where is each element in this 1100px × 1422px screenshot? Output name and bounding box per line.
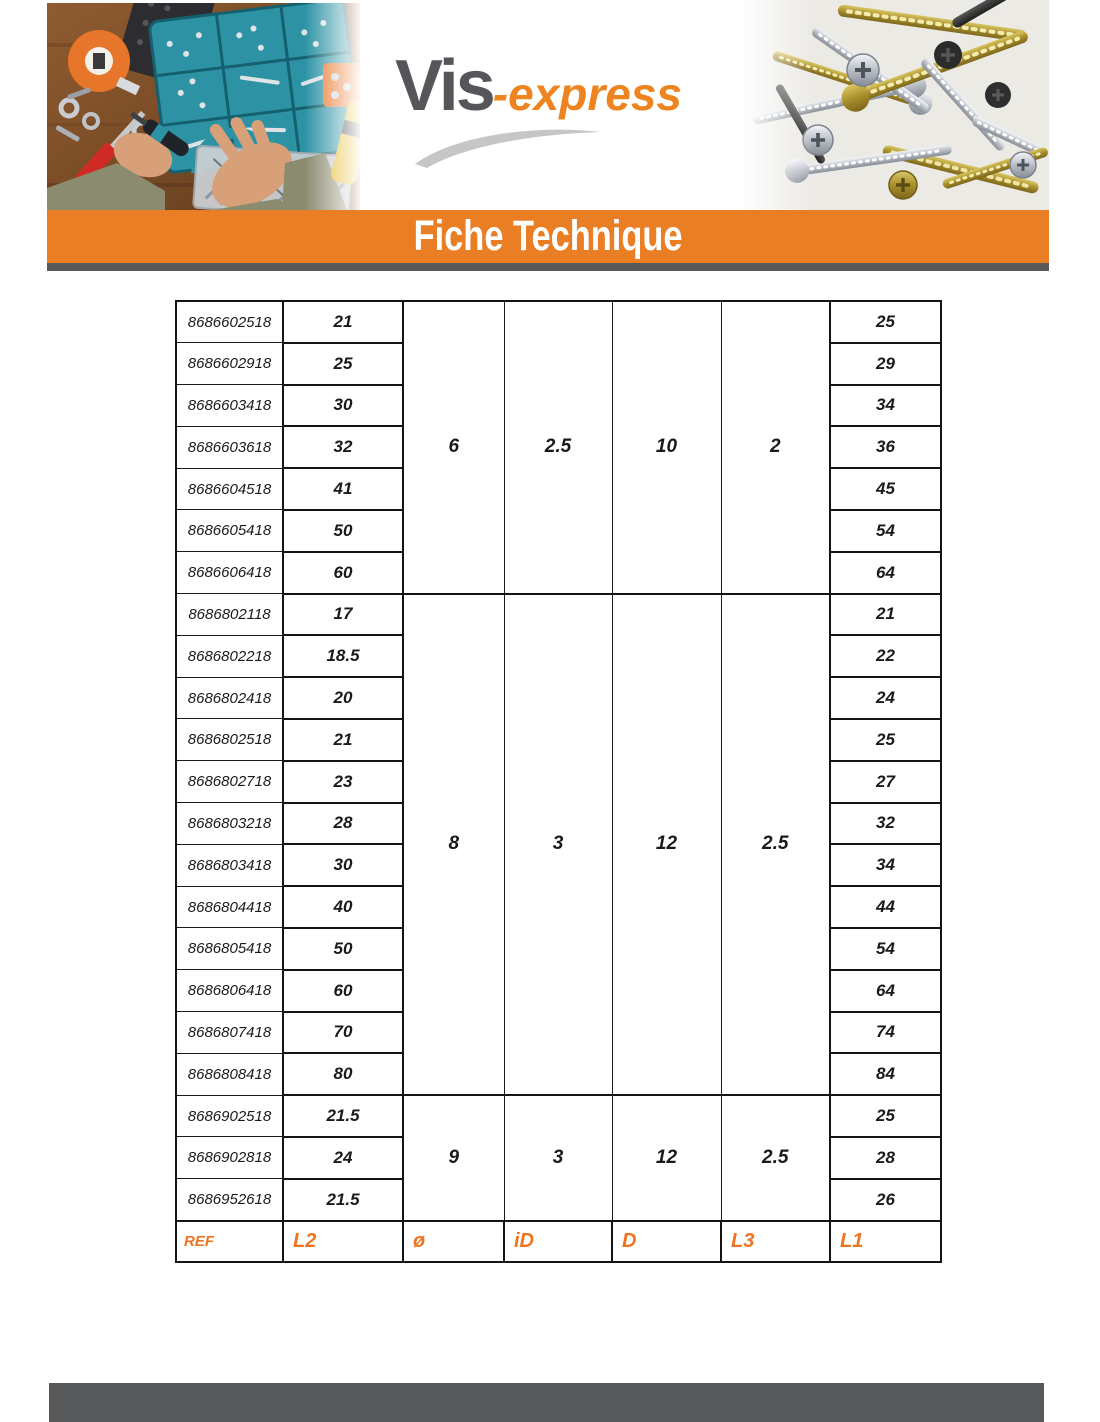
l2-cell: 28 [283, 803, 403, 845]
l2-cell: 32 [283, 426, 403, 468]
column-label-l3: L3 [721, 1221, 830, 1263]
l1-cell: 54 [830, 510, 941, 552]
ref-cell: 8686802518 [176, 719, 283, 761]
id-merged-cell: 3 [504, 1095, 612, 1220]
l1-cell: 84 [830, 1053, 941, 1095]
l2-cell: 40 [283, 886, 403, 928]
spec-row [176, 594, 941, 636]
ref-cell: 8686807418 [176, 1012, 283, 1054]
ref-cell: 8686802718 [176, 761, 283, 803]
l1-cell: 32 [830, 803, 941, 845]
banner-underline [47, 263, 1049, 271]
ref-cell: 8686806418 [176, 970, 283, 1012]
l2-cell: 30 [283, 844, 403, 886]
ref-cell: 8686802118 [176, 594, 283, 636]
ref-cell: 8686802218 [176, 635, 283, 677]
column-labels-row [176, 1221, 941, 1263]
l2-cell: 60 [283, 552, 403, 594]
ref-cell: 8686604518 [176, 468, 283, 510]
ref-cell: 8686606418 [176, 552, 283, 594]
l2-cell: 23 [283, 761, 403, 803]
l1-cell: 44 [830, 886, 941, 928]
workbench-photo [47, 3, 360, 210]
l1-cell: 36 [830, 426, 941, 468]
logo-swoosh-icon [413, 128, 603, 168]
column-label-d: D [612, 1221, 721, 1263]
l3-merged-cell: 2 [721, 301, 830, 594]
phi-merged-cell: 6 [403, 301, 504, 594]
l1-cell: 27 [830, 761, 941, 803]
spec-row [176, 1095, 941, 1137]
l2-cell: 20 [283, 677, 403, 719]
column-label-l2: L2 [283, 1221, 403, 1263]
page-title: Fiche Technique [413, 212, 683, 260]
l2-cell: 80 [283, 1053, 403, 1095]
spec-row [176, 301, 941, 343]
d-merged-cell: 12 [612, 594, 721, 1096]
l1-cell: 45 [830, 468, 941, 510]
l1-cell: 64 [830, 552, 941, 594]
l1-cell: 25 [830, 719, 941, 761]
ref-cell: 8686603418 [176, 385, 283, 427]
column-label-l1: L1 [830, 1221, 941, 1263]
l2-cell: 25 [283, 343, 403, 385]
column-label-phi: ø [403, 1221, 504, 1263]
ref-cell: 8686602518 [176, 301, 283, 343]
l1-cell: 29 [830, 343, 941, 385]
phi-merged-cell: 9 [403, 1095, 504, 1220]
ref-cell: 8686952618 [176, 1179, 283, 1221]
ref-cell: 8686804418 [176, 886, 283, 928]
ref-cell: 8686805418 [176, 928, 283, 970]
screws-photo-art [743, 0, 1049, 210]
l2-cell: 60 [283, 970, 403, 1012]
l1-cell: 64 [830, 970, 941, 1012]
l2-cell: 21.5 [283, 1179, 403, 1221]
l2-cell: 21.5 [283, 1095, 403, 1137]
ref-cell: 8686802418 [176, 677, 283, 719]
workbench-photo-art [47, 3, 360, 210]
id-merged-cell: 2.5 [504, 301, 612, 594]
l2-cell: 41 [283, 468, 403, 510]
l1-cell: 25 [830, 301, 941, 343]
ref-cell: 8686605418 [176, 510, 283, 552]
l1-cell: 22 [830, 635, 941, 677]
l2-cell: 30 [283, 385, 403, 427]
footer-bar [49, 1383, 1044, 1422]
l2-cell: 50 [283, 510, 403, 552]
l2-cell: 70 [283, 1012, 403, 1054]
ref-cell: 8686808418 [176, 1053, 283, 1095]
l1-cell: 26 [830, 1179, 941, 1221]
ref-cell: 8686803418 [176, 844, 283, 886]
l2-cell: 24 [283, 1137, 403, 1179]
ref-cell: 8686803218 [176, 803, 283, 845]
l1-cell: 34 [830, 385, 941, 427]
l2-cell: 50 [283, 928, 403, 970]
column-label-ref: REF [176, 1221, 283, 1263]
title-banner [47, 210, 1049, 263]
spec-table [175, 300, 942, 1263]
ref-cell: 8686902518 [176, 1095, 283, 1137]
d-merged-cell: 10 [612, 301, 721, 594]
l1-cell: 24 [830, 677, 941, 719]
l1-cell: 54 [830, 928, 941, 970]
brand-logo-text [395, 46, 715, 126]
l2-cell: 21 [283, 301, 403, 343]
screws-photo [743, 0, 1049, 210]
l1-cell: 25 [830, 1095, 941, 1137]
ref-cell: 8686902818 [176, 1137, 283, 1179]
l1-cell: 28 [830, 1137, 941, 1179]
brand-logo [395, 46, 715, 180]
l1-cell: 74 [830, 1012, 941, 1054]
logo-text-primary: Vis [395, 46, 493, 126]
l2-cell: 18.5 [283, 635, 403, 677]
id-merged-cell: 3 [504, 594, 612, 1096]
ref-cell: 8686603618 [176, 426, 283, 468]
l3-merged-cell: 2.5 [721, 594, 830, 1096]
phi-merged-cell: 8 [403, 594, 504, 1096]
l3-merged-cell: 2.5 [721, 1095, 830, 1220]
l1-cell: 21 [830, 594, 941, 636]
d-merged-cell: 12 [612, 1095, 721, 1220]
logo-text-secondary: -express [492, 68, 683, 120]
column-label-id: iD [504, 1221, 612, 1263]
l1-cell: 34 [830, 844, 941, 886]
l2-cell: 21 [283, 719, 403, 761]
l2-cell: 17 [283, 594, 403, 636]
ref-cell: 8686602918 [176, 343, 283, 385]
